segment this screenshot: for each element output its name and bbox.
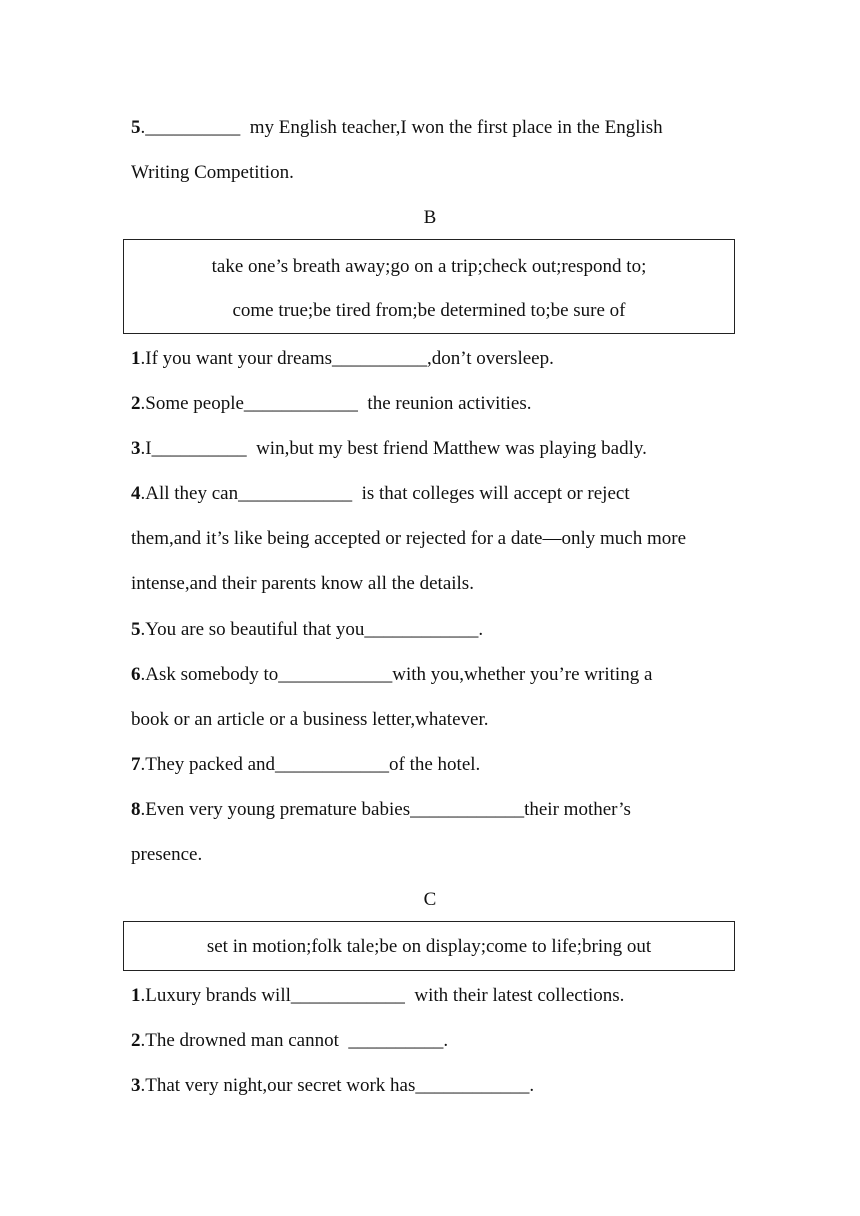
question-number: 5 — [131, 117, 141, 138]
section-c-word-box — [123, 921, 735, 971]
question-text: .Even very young premature babies____________their mother’s — [140, 799, 631, 820]
question-number: 8 — [131, 799, 141, 820]
question-number: 6 — [131, 664, 141, 685]
question-b8-cont: presence. — [131, 844, 203, 865]
question-text: .I__________ win,but my best friend Matthew was playing badly. — [140, 438, 647, 459]
question-b7 — [131, 753, 480, 777]
question-number: 7 — [131, 754, 141, 775]
word-box-line-1: set in motion;folk tale;be on display;come to life;bring out — [206, 936, 652, 957]
section-c-heading: C — [423, 889, 437, 910]
question-b4-cont-1: them,and it’s like being accepted or rejected for a date—only much more — [131, 528, 687, 549]
question-b4 — [131, 482, 630, 506]
question-b6 — [131, 663, 652, 687]
question-number: 4 — [131, 483, 141, 504]
question-b3 — [131, 437, 647, 461]
question-text: .Ask somebody to____________with you,whether you’re writing a — [140, 664, 653, 685]
question-b4-cont-2: intense,and their parents know all the details. — [131, 573, 474, 594]
question-b6-cont: book or an article or a business letter,whatever. — [131, 709, 489, 730]
question-number: 3 — [131, 438, 141, 459]
question-text: .They packed and____________of the hotel. — [140, 754, 481, 775]
question-a5-line2: Writing Competition. — [131, 162, 294, 183]
question-number: 1 — [131, 348, 141, 369]
question-c1 — [131, 984, 624, 1008]
question-text: .Luxury brands will____________ with their latest collections. — [140, 985, 625, 1006]
section-b-word-box — [123, 239, 735, 334]
question-text: .All they can____________ is that colleges will accept or reject — [140, 483, 630, 504]
question-c3 — [131, 1074, 534, 1098]
question-c2 — [131, 1029, 448, 1053]
question-number: 2 — [131, 393, 141, 414]
question-text: .That very night,our secret work has____________. — [140, 1075, 535, 1096]
question-b5 — [131, 618, 483, 642]
question-number: 1 — [131, 985, 141, 1006]
question-text: .__________ my English teacher,I won the first place in the English — [140, 117, 663, 138]
section-b-heading: B — [423, 207, 437, 228]
word-box-line-2: come true;be tired from;be determined to;be sure of — [232, 300, 626, 321]
question-number: 3 — [131, 1075, 141, 1096]
question-number: 5 — [131, 619, 141, 640]
question-text: .If you want your dreams__________,don’t oversleep. — [140, 348, 554, 369]
question-b2 — [131, 392, 532, 416]
question-b8 — [131, 798, 631, 822]
question-text: .Some people____________ the reunion activities. — [140, 393, 532, 414]
question-text: .The drowned man cannot __________. — [140, 1030, 449, 1051]
question-text: .You are so beautiful that you____________. — [140, 619, 484, 640]
question-b1 — [131, 347, 554, 371]
word-box-line-1: take one’s breath away;go on a trip;check out;respond to; — [211, 256, 647, 277]
question-a5-line1 — [131, 116, 663, 140]
question-number: 2 — [131, 1030, 141, 1051]
